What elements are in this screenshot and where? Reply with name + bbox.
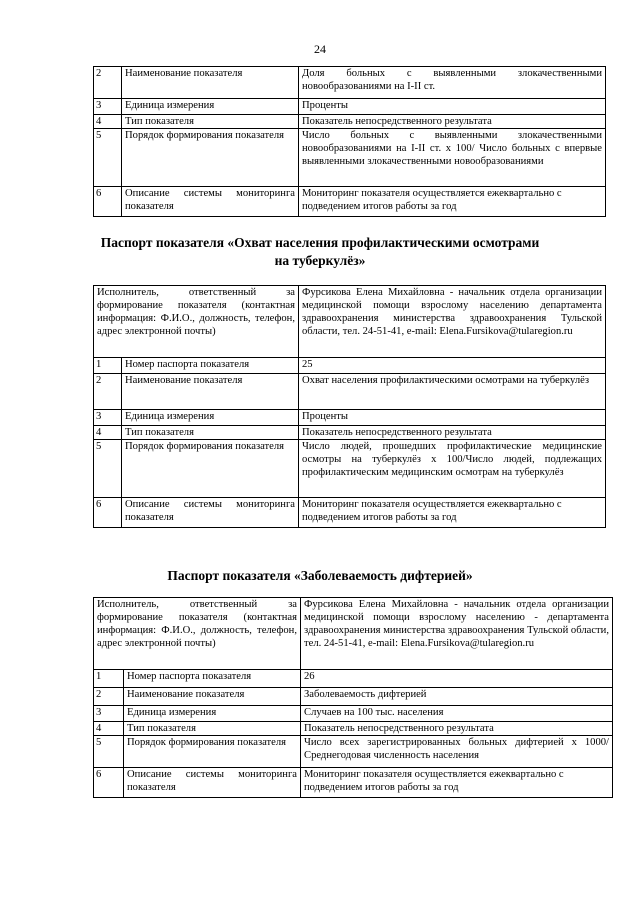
row-number: 3 (94, 410, 122, 426)
row-label: Номер паспорта показателя (122, 358, 299, 374)
row-value: Показатель непосредственного результата (299, 115, 606, 129)
executor-label: Исполнитель, ответственный за формирование показателя (контактная информация: Ф.И.О., должность, телефон, адрес электронной почты) (94, 286, 299, 358)
row-value: Число больных с выявленными злокачественными новообразованиями на I-II ст. x 100/ Число больных с впервые выявленными злокачественными новообразованиями (299, 129, 606, 187)
row-value: 25 (299, 358, 606, 374)
table-row (94, 358, 606, 374)
row-value: Охват населения профилактическими осмотрами на туберкулёз (299, 374, 606, 410)
row-number: 2 (94, 374, 122, 410)
executor-value: Фурсикова Елена Михайловна - начальник отдела организации медицинской помощи взрослому населению - департамента здравоохранения министерства здравоохранения Тульской области, тел. 24-51-41, e-mail: Elena.Fursikova@tularegion.ru (301, 598, 613, 670)
table-row (94, 688, 613, 706)
row-label: Наименование показателя (122, 67, 299, 99)
executor-label: Исполнитель, ответственный за формирование показателя (контактная информация: Ф.И.О., должность, телефон, адрес электронной почты) (94, 598, 301, 670)
executor-value: Фурсикова Елена Михайловна - начальник отдела организации медицинской помощи взрослому населению департамента здравоохранения министерства здравоохранения Тульской области, тел. 24-51-41, e-mail: Elena.Fursikova@tularegion.ru (299, 286, 606, 358)
row-number: 5 (94, 440, 122, 498)
table-row (94, 99, 606, 115)
table-row (94, 67, 606, 99)
row-number: 6 (94, 768, 124, 798)
table-row (94, 706, 613, 722)
row-value: Доля больных с выявленными злокачественными новообразованиями на I-II ст. (299, 67, 606, 99)
passport-table-continued (93, 66, 606, 217)
table-row (94, 129, 606, 187)
section-title-line: Паспорт показателя «Охват населения профилактическими осмотрами (100, 235, 540, 250)
table-row (94, 115, 606, 129)
table-row (94, 374, 606, 410)
row-value: Проценты (299, 410, 606, 426)
row-label: Единица измерения (122, 99, 299, 115)
row-label: Тип показателя (122, 115, 299, 129)
row-number: 1 (94, 670, 124, 688)
section-title-diphtheria: Паспорт показателя «Заболеваемость дифтерией» (167, 568, 473, 583)
page-number: 24 (314, 42, 326, 56)
row-value: Число всех зарегистрированных больных дифтерией x 1000/Среднегодовая численность населения (301, 736, 613, 768)
row-number: 6 (94, 187, 122, 217)
section-title-line: на туберкулёз» (274, 253, 366, 268)
row-label: Порядок формирования показателя (122, 440, 299, 498)
row-number: 2 (94, 67, 122, 99)
row-number: 2 (94, 688, 124, 706)
table-row (94, 426, 606, 440)
row-label: Описание системы мониторинга показателя (124, 768, 301, 798)
row-value: Случаев на 100 тыс. населения (301, 706, 613, 722)
row-number: 5 (94, 736, 124, 768)
executor-row (94, 286, 606, 358)
row-number: 5 (94, 129, 122, 187)
row-number: 1 (94, 358, 122, 374)
row-label: Единица измерения (122, 410, 299, 426)
table-row (94, 440, 606, 498)
row-number: 4 (94, 722, 124, 736)
row-label: Наименование показателя (124, 688, 301, 706)
row-label: Порядок формирования показателя (124, 736, 301, 768)
row-number: 6 (94, 498, 122, 528)
row-value: 26 (301, 670, 613, 688)
row-value: Число людей, прошедших профилактические медицинские осмотры на туберкулёз x 100/Число людей, подлежащих профилактическим медицинским осмотрам на туберкулёз (299, 440, 606, 498)
row-number: 4 (94, 426, 122, 440)
row-label: Наименование показателя (122, 374, 299, 410)
section-title-tuberculosis (0, 234, 640, 270)
row-value: Мониторинг показателя осуществляется ежеквартально с подведением итогов работы за год (301, 768, 613, 798)
row-label: Тип показателя (122, 426, 299, 440)
row-value: Мониторинг показателя осуществляется ежеквартально с подведением итогов работы за год (299, 187, 606, 217)
row-value: Мониторинг показателя осуществляется ежеквартально с подведением итогов работы за год (299, 498, 606, 528)
executor-row (94, 598, 613, 670)
table-row (94, 187, 606, 217)
row-label: Описание системы мониторинга показателя (122, 187, 299, 217)
row-label: Порядок формирования показателя (122, 129, 299, 187)
row-label: Описание системы мониторинга показателя (122, 498, 299, 528)
table-row (94, 768, 613, 798)
row-label: Номер паспорта показателя (124, 670, 301, 688)
row-number: 3 (94, 99, 122, 115)
row-value: Заболеваемость дифтерией (301, 688, 613, 706)
row-label: Тип показателя (124, 722, 301, 736)
row-number: 4 (94, 115, 122, 129)
row-value: Показатель непосредственного результата (299, 426, 606, 440)
table-row (94, 410, 606, 426)
passport-table-tuberculosis (93, 285, 606, 528)
row-label: Единица измерения (124, 706, 301, 722)
passport-table-diphtheria (93, 597, 613, 798)
table-row (94, 736, 613, 768)
row-value: Показатель непосредственного результата (301, 722, 613, 736)
row-value: Проценты (299, 99, 606, 115)
row-number: 3 (94, 706, 124, 722)
table-row (94, 722, 613, 736)
table-row (94, 670, 613, 688)
table-row (94, 498, 606, 528)
